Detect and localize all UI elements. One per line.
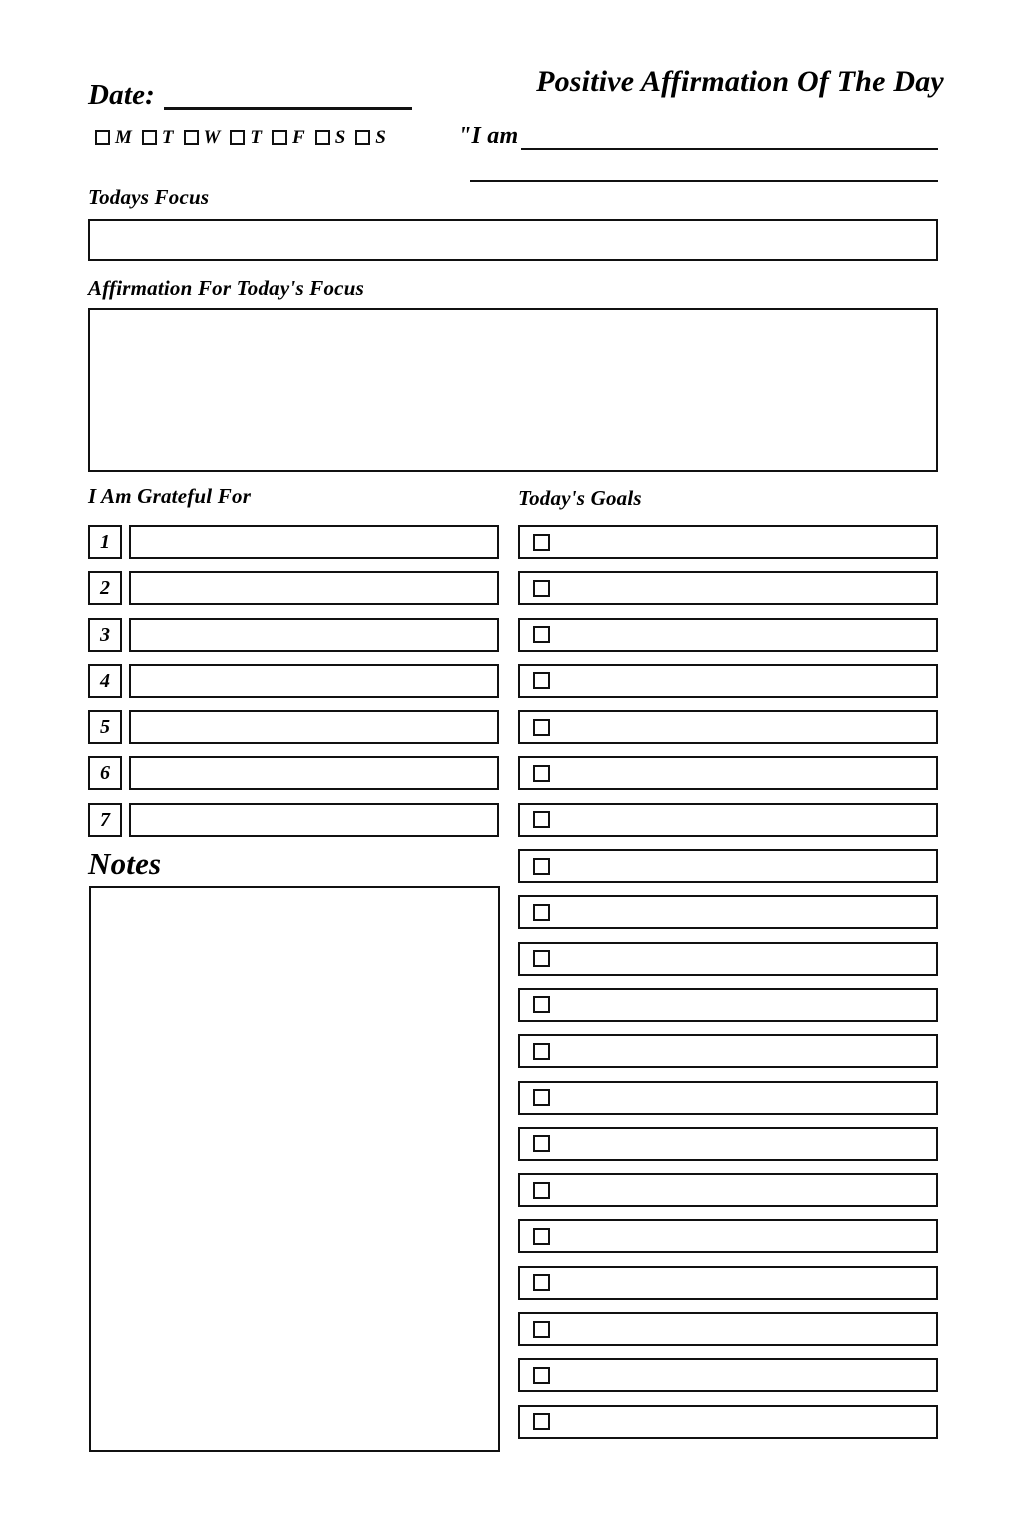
goal-row[interactable] (518, 1034, 938, 1068)
day-item-3 (230, 128, 267, 147)
notes-input[interactable] (89, 886, 500, 1452)
day-item-1 (142, 128, 179, 147)
grateful-row-number: 3 (88, 618, 122, 652)
grateful-row (88, 803, 499, 837)
day-item-2 (184, 128, 226, 147)
checkbox-icon[interactable] (533, 719, 550, 736)
day-label: S (334, 127, 346, 148)
grateful-row (88, 710, 499, 744)
goal-row[interactable] (518, 1358, 938, 1392)
goal-row[interactable] (518, 1173, 938, 1207)
grateful-row (88, 618, 499, 652)
day-label: T (250, 127, 263, 148)
notes-heading: Notes (88, 846, 162, 881)
affirmation-prompt: "I am (458, 123, 519, 149)
goal-row[interactable] (518, 710, 938, 744)
grateful-row-number: 2 (88, 571, 122, 605)
checkbox-icon[interactable] (533, 950, 550, 967)
grateful-row (88, 525, 499, 559)
grateful-row-input[interactable] (129, 571, 499, 605)
checkbox-icon[interactable] (533, 1321, 550, 1338)
goal-row[interactable] (518, 1219, 938, 1253)
affirmation-focus-input[interactable] (88, 308, 938, 472)
goal-row[interactable] (518, 1312, 938, 1346)
checkbox-icon[interactable] (184, 130, 199, 145)
grateful-row-input[interactable] (129, 525, 499, 559)
affirmation-focus-heading: Affirmation For Today's Focus (88, 276, 364, 300)
affirmation-line-2[interactable] (470, 180, 938, 182)
goal-row[interactable] (518, 803, 938, 837)
checkbox-icon[interactable] (533, 1228, 550, 1245)
day-label: F (292, 127, 305, 148)
checkbox-icon[interactable] (533, 1135, 550, 1152)
checkbox-icon[interactable] (533, 904, 550, 921)
checkbox-icon[interactable] (355, 130, 370, 145)
day-item-5 (315, 128, 351, 147)
checkbox-icon[interactable] (533, 580, 550, 597)
checkbox-icon[interactable] (142, 130, 157, 145)
date-input-line[interactable] (164, 107, 412, 110)
grateful-row-number: 5 (88, 710, 122, 744)
day-item-6 (355, 128, 391, 147)
grateful-list (88, 525, 499, 849)
goal-row[interactable] (518, 1266, 938, 1300)
day-label: M (115, 127, 132, 148)
checkbox-icon[interactable] (533, 1089, 550, 1106)
checkbox-icon[interactable] (533, 534, 550, 551)
grateful-heading: I Am Grateful For (88, 484, 252, 508)
affirmation-line-1[interactable] (521, 148, 938, 150)
page-title: Positive Affirmation Of The Day (536, 65, 944, 98)
day-label: W (203, 127, 221, 148)
goal-row[interactable] (518, 849, 938, 883)
goal-row[interactable] (518, 1127, 938, 1161)
goal-row[interactable] (518, 618, 938, 652)
checkbox-icon[interactable] (533, 811, 550, 828)
checkbox-icon[interactable] (533, 672, 550, 689)
goal-row[interactable] (518, 988, 938, 1022)
todays-goals-list (518, 525, 938, 1451)
checkbox-icon[interactable] (533, 765, 550, 782)
grateful-row (88, 664, 499, 698)
checkbox-icon[interactable] (272, 130, 287, 145)
checkbox-icon[interactable] (533, 1043, 550, 1060)
day-label: T (161, 127, 174, 148)
goal-row[interactable] (518, 895, 938, 929)
grateful-row (88, 756, 499, 790)
grateful-row-input[interactable] (129, 756, 499, 790)
grateful-row-input[interactable] (129, 710, 499, 744)
goal-row[interactable] (518, 664, 938, 698)
checkbox-icon[interactable] (533, 858, 550, 875)
checkbox-icon[interactable] (533, 1274, 550, 1291)
checkbox-icon[interactable] (533, 1413, 550, 1430)
goal-row[interactable] (518, 571, 938, 605)
goal-row[interactable] (518, 756, 938, 790)
checkbox-icon[interactable] (533, 626, 550, 643)
checkbox-icon[interactable] (533, 996, 550, 1013)
grateful-row-number: 6 (88, 756, 122, 790)
grateful-row-number: 7 (88, 803, 122, 837)
day-item-0 (95, 128, 137, 147)
grateful-row (88, 571, 499, 605)
day-label: S (375, 127, 386, 148)
todays-goals-heading: Today's Goals (518, 486, 642, 510)
grateful-row-input[interactable] (129, 618, 499, 652)
goal-row[interactable] (518, 1081, 938, 1115)
grateful-row-number: 4 (88, 664, 122, 698)
todays-focus-input[interactable] (88, 219, 938, 261)
day-item-4 (272, 128, 310, 147)
grateful-row-input[interactable] (129, 803, 499, 837)
checkbox-icon[interactable] (230, 130, 245, 145)
grateful-row-input[interactable] (129, 664, 499, 698)
checkbox-icon[interactable] (533, 1367, 550, 1384)
day-of-week-selector (95, 128, 396, 147)
goal-row[interactable] (518, 942, 938, 976)
date-label: Date: (88, 79, 156, 111)
goal-row[interactable] (518, 1405, 938, 1439)
goal-row[interactable] (518, 525, 938, 559)
checkbox-icon[interactable] (315, 130, 330, 145)
checkbox-icon[interactable] (533, 1182, 550, 1199)
checkbox-icon[interactable] (95, 130, 110, 145)
todays-focus-heading: Todays Focus (88, 185, 210, 209)
grateful-row-number: 1 (88, 525, 122, 559)
